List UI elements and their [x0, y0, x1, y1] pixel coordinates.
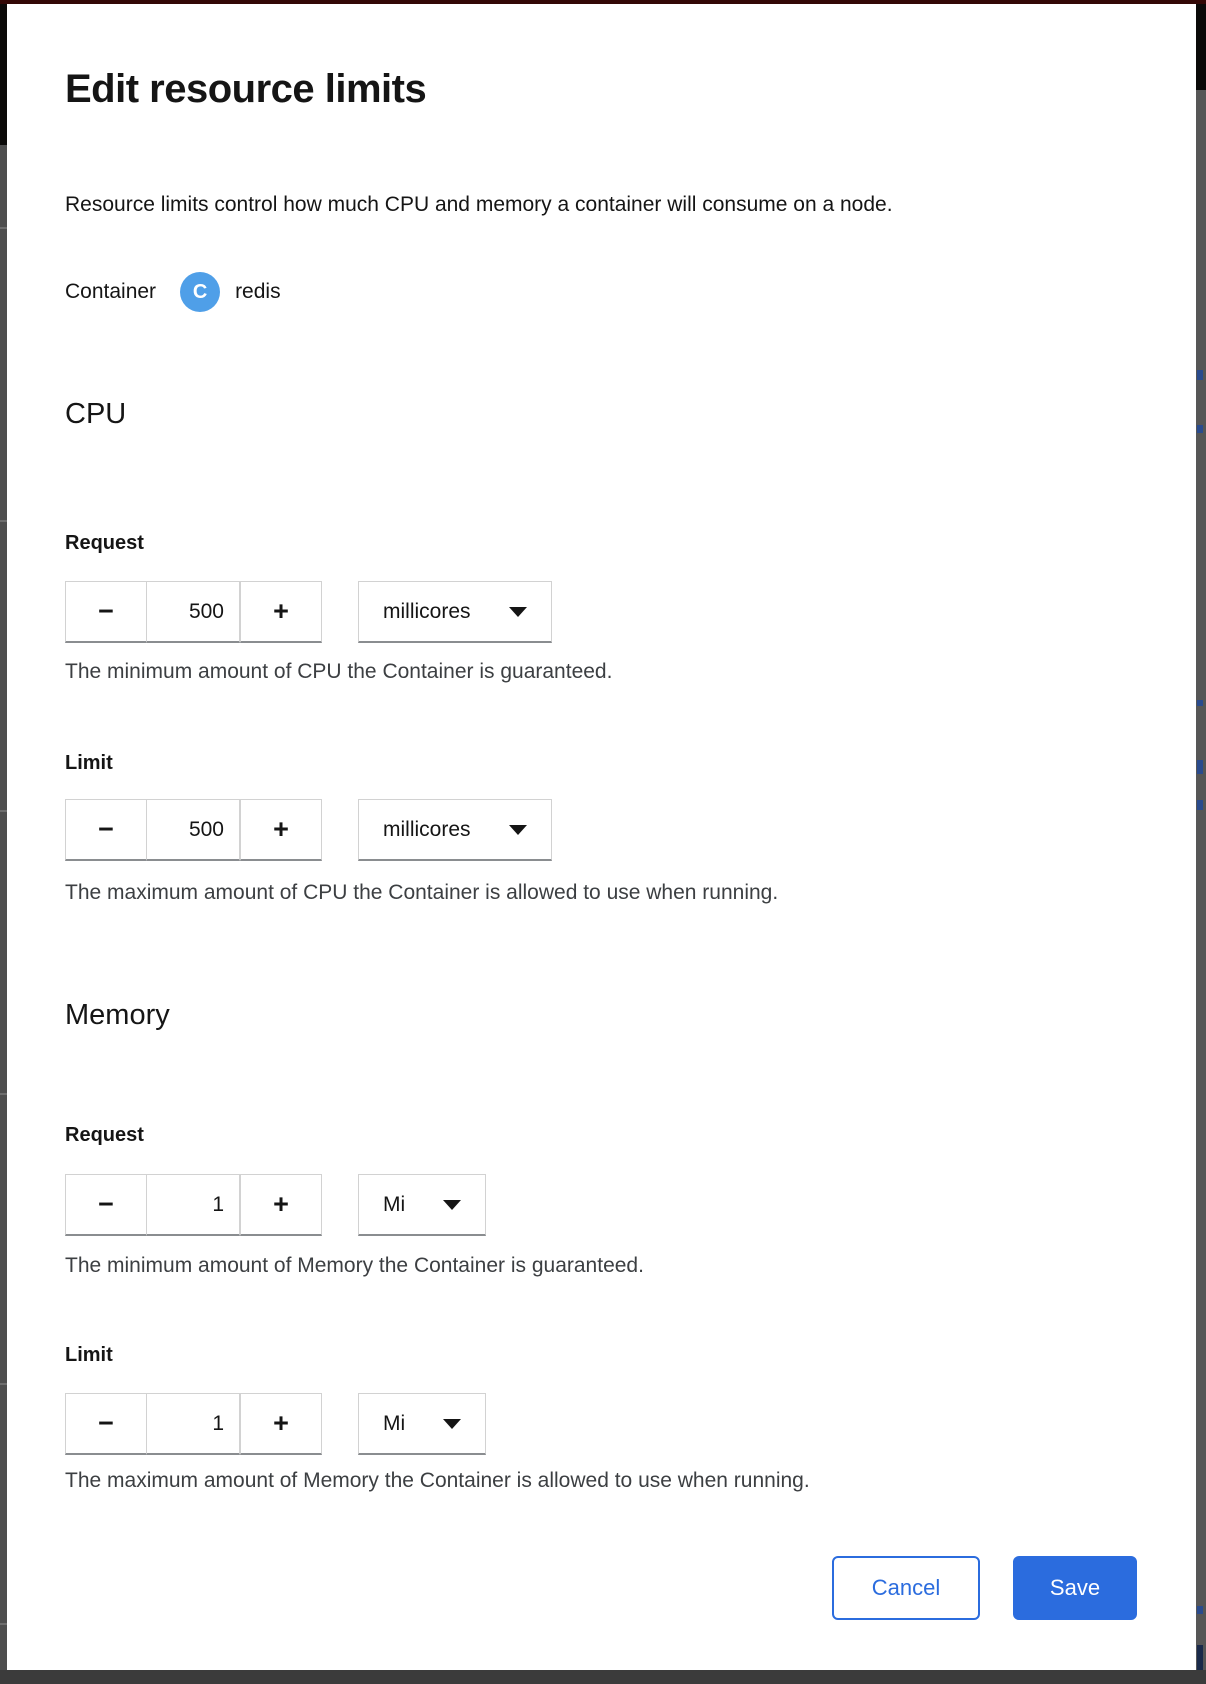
backdrop-fragment — [1197, 800, 1203, 810]
backdrop-line — [0, 227, 7, 229]
cpu-limit-unit-dropdown[interactable] — [358, 799, 552, 861]
memory-limit-control — [65, 1393, 1137, 1455]
memory-request-spinner — [65, 1174, 322, 1236]
unit-dropdown-label: Mi — [383, 1411, 406, 1435]
modal-footer — [65, 1556, 1137, 1620]
backdrop-line — [0, 1383, 7, 1385]
memory-request-unit-dropdown[interactable] — [358, 1174, 486, 1236]
container-name: redis — [235, 280, 281, 303]
cpu-request-value-input[interactable] — [146, 581, 240, 643]
backdrop-fragment — [1197, 700, 1203, 706]
container-badge-icon: C — [180, 272, 220, 312]
backdrop-fragment — [1197, 1606, 1203, 1614]
minus-icon[interactable]: − — [65, 1393, 147, 1455]
plus-icon[interactable]: + — [240, 799, 322, 861]
cpu-limit-spinner — [65, 799, 322, 861]
container-row — [65, 272, 1137, 312]
caret-down-icon — [509, 607, 527, 617]
backdrop-top-bar — [0, 0, 1206, 4]
cpu-limit-control — [65, 799, 1137, 861]
memory-limit-unit-dropdown[interactable] — [358, 1393, 486, 1455]
memory-request-help-text: The minimum amount of Memory the Container is guaranteed. — [65, 1254, 644, 1277]
backdrop-fragment — [1197, 425, 1203, 433]
plus-icon[interactable]: + — [240, 581, 322, 643]
section-title-memory: Memory — [65, 999, 170, 1031]
backdrop-right-strip — [1196, 0, 1206, 1684]
memory-limit-spinner — [65, 1393, 322, 1455]
cpu-limit-label: Limit — [65, 752, 113, 774]
cpu-request-unit-dropdown[interactable] — [358, 581, 552, 643]
minus-icon[interactable]: − — [65, 581, 147, 643]
cpu-request-label: Request — [65, 532, 144, 554]
cancel-button[interactable]: Cancel — [832, 1556, 980, 1620]
backdrop-line — [0, 810, 7, 812]
memory-limit-help-text: The maximum amount of Memory the Container is allowed to use when running. — [65, 1469, 810, 1492]
cpu-request-control — [65, 581, 1137, 643]
backdrop-fragment — [1197, 1645, 1203, 1671]
cpu-request-spinner — [65, 581, 322, 643]
caret-down-icon — [443, 1200, 461, 1210]
backdrop-bottom-bar — [0, 1670, 1206, 1684]
page-title: Edit resource limits — [65, 67, 427, 111]
memory-request-control — [65, 1174, 1137, 1236]
container-label: Container — [65, 280, 157, 303]
caret-down-icon — [443, 1419, 461, 1429]
backdrop-line — [0, 1623, 7, 1625]
save-button[interactable]: Save — [1013, 1556, 1137, 1620]
cpu-limit-value-input[interactable] — [146, 799, 240, 861]
backdrop-right-dark — [1196, 0, 1206, 90]
backdrop-fragment — [1197, 760, 1203, 774]
unit-dropdown-label: millicores — [383, 599, 471, 623]
backdrop-left-strip — [0, 0, 7, 1684]
backdrop-line — [0, 1093, 7, 1095]
cpu-request-help-text: The minimum amount of CPU the Container is guaranteed. — [65, 660, 613, 683]
backdrop-left-dark — [0, 0, 7, 145]
minus-icon[interactable]: − — [65, 1174, 147, 1236]
minus-icon[interactable]: − — [65, 799, 147, 861]
section-title-cpu: CPU — [65, 398, 127, 430]
plus-icon[interactable]: + — [240, 1174, 322, 1236]
cpu-limit-help-text: The maximum amount of CPU the Container is allowed to use when running. — [65, 881, 779, 904]
memory-limit-label: Limit — [65, 1344, 113, 1366]
unit-dropdown-label: millicores — [383, 817, 471, 841]
caret-down-icon — [509, 825, 527, 835]
edit-resource-limits-modal — [7, 4, 1196, 1670]
backdrop-fragment — [1197, 370, 1203, 380]
backdrop-line — [0, 520, 7, 522]
memory-request-label: Request — [65, 1124, 144, 1146]
memory-request-value-input[interactable] — [146, 1174, 240, 1236]
unit-dropdown-label: Mi — [383, 1192, 406, 1216]
plus-icon[interactable]: + — [240, 1393, 322, 1455]
modal-description: Resource limits control how much CPU and memory a container will consume on a node. — [65, 193, 893, 216]
memory-limit-value-input[interactable] — [146, 1393, 240, 1455]
